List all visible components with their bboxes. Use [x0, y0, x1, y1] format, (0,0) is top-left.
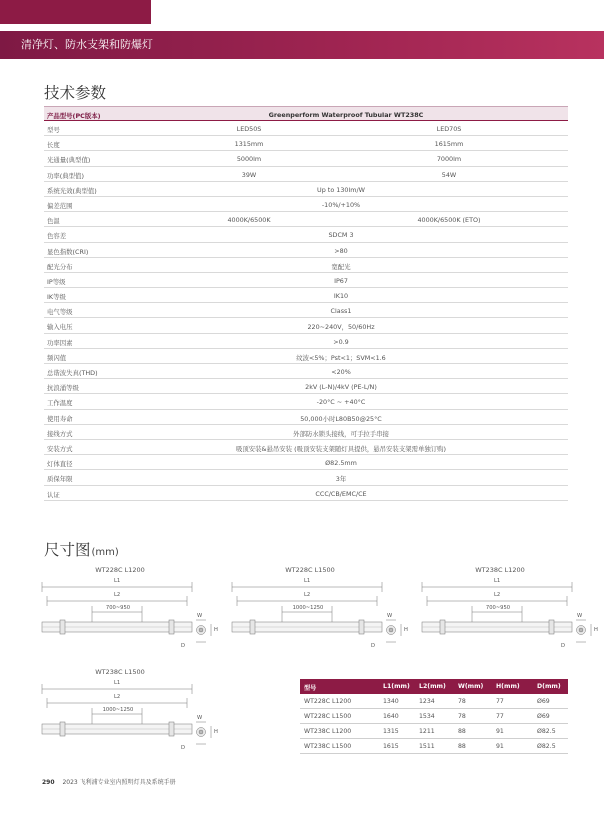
l1-label: L1	[114, 680, 121, 686]
spec-value: 3年	[335, 475, 347, 484]
spec-row	[44, 167, 568, 182]
spec-label: 使用寿命	[47, 414, 73, 423]
spec-value: 50,000小时L80B50@25°C	[300, 414, 382, 423]
drawing-title: WT238C L1200	[475, 566, 525, 574]
spec-label: 质保年限	[47, 475, 73, 484]
spec-label: 功率(典型值)	[47, 171, 84, 180]
dim-cell-w: 78	[458, 713, 466, 720]
dimensions-unit: (mm)	[91, 547, 119, 558]
spec-table	[44, 106, 568, 501]
dim-cell-h: 77	[496, 713, 504, 720]
l2-label: L2	[494, 592, 501, 598]
dim-cell-model: WT228C L1500	[304, 713, 352, 720]
spec-label: 偏差范围	[47, 201, 73, 210]
dim-cell-d: Ø82.5	[537, 728, 556, 735]
dim-cell-d: Ø69	[537, 713, 550, 720]
d-label: D	[371, 643, 375, 649]
dim-cell-w: 78	[458, 698, 466, 705]
l1-label: L1	[114, 578, 121, 584]
dim-cell-h: 91	[496, 743, 504, 750]
dim-header-l2: L2(mm)	[419, 683, 446, 690]
dimensions-row	[300, 694, 568, 709]
l1-label: L1	[494, 578, 501, 584]
dim-header-h: H(mm)	[496, 683, 520, 690]
spec-label: 总谐波失真(THD)	[47, 369, 98, 377]
spec-row	[44, 334, 568, 349]
spec-value: 纹波<5%；Pst<1；SVM<1.6	[296, 353, 386, 362]
l2-label: L2	[114, 592, 121, 598]
tech-specs-title: 技术参数	[44, 84, 107, 102]
spec-row	[44, 394, 568, 409]
spec-label: 长度	[47, 141, 60, 150]
dim-cell-h: 91	[496, 728, 504, 735]
spec-row	[44, 440, 568, 455]
range-label: 700~950	[485, 605, 511, 611]
spec-label: IP等级	[47, 277, 66, 286]
w-label: W	[577, 613, 583, 619]
h-label: H	[594, 627, 598, 633]
dim-cell-l2: 1511	[419, 743, 435, 750]
dimensions-row	[300, 709, 568, 724]
drawing-title: WT228C L1200	[95, 566, 145, 574]
spec-row	[44, 121, 568, 136]
spec-label: 配光分布	[47, 262, 73, 271]
dim-cell-l1: 1315	[383, 728, 399, 735]
spec-label: IK等级	[47, 293, 66, 302]
spec-row	[44, 425, 568, 440]
spec-row	[44, 364, 568, 379]
dim-cell-model: WT228C L1200	[304, 698, 352, 705]
spec-value-50s: 1315mm	[234, 140, 264, 149]
spec-value-50s: 39W	[241, 170, 257, 179]
spec-label: 型号	[47, 126, 60, 134]
spec-row	[44, 470, 568, 485]
h-label: H	[214, 627, 218, 633]
dim-cell-model: WT238C L1500	[304, 743, 352, 750]
top-accent-bar	[0, 0, 151, 24]
category-title: 清净灯、防水支架和防爆灯	[21, 38, 153, 51]
spec-value: <20%	[331, 368, 351, 376]
d-label: D	[561, 643, 565, 649]
spec-value-50s: LED50S	[236, 125, 262, 133]
spec-row	[44, 379, 568, 394]
spec-row	[44, 151, 568, 166]
dimension-drawing	[230, 566, 420, 661]
spec-label: 电气等级	[47, 308, 73, 317]
h-label: H	[404, 627, 408, 633]
dimensions-table-header	[300, 679, 568, 694]
dim-cell-l2: 1534	[419, 713, 435, 720]
spec-value: >80	[334, 246, 348, 255]
spec-row	[44, 182, 568, 197]
spec-label: 功率因素	[47, 338, 73, 347]
spec-value: Up to 130lm/W	[317, 185, 365, 194]
spec-row	[44, 243, 568, 258]
spec-row	[44, 288, 568, 303]
spec-label: 认证	[47, 490, 60, 499]
dim-cell-l1: 1640	[383, 713, 399, 720]
h-label: H	[214, 729, 218, 735]
d-label: D	[181, 745, 185, 751]
spec-value: 宽配光	[331, 262, 351, 271]
dimensions-title-text: 尺寸图	[44, 541, 91, 559]
spec-value: IP67	[334, 276, 348, 285]
dimensions-row	[300, 724, 568, 739]
spec-row	[44, 258, 568, 273]
spec-label: 显色指数(CRI)	[47, 247, 89, 256]
range-label: 1000~1250	[102, 707, 134, 713]
spec-value: -20°C ~ +40°C	[316, 398, 366, 407]
footer-text: 2023 飞利浦专业室内照明灯具及系统手册	[62, 779, 176, 786]
spec-row	[44, 349, 568, 364]
spec-value: SDCM 3	[328, 231, 354, 240]
dimensions-row	[300, 739, 568, 754]
spec-label: 色温	[47, 217, 60, 226]
spec-label: 工作温度	[47, 399, 73, 408]
spec-row	[44, 273, 568, 288]
dimension-drawing	[420, 566, 604, 661]
dim-cell-d: Ø82.5	[537, 743, 556, 750]
dim-cell-l2: 1211	[419, 728, 435, 735]
w-label: W	[387, 613, 393, 619]
dim-cell-w: 88	[458, 728, 466, 735]
w-label: W	[197, 613, 203, 619]
dimension-drawing	[40, 668, 230, 763]
spec-value: 吸顶安装&悬吊安装 (吸顶安装支架随灯具提供，悬吊安装支架需单独订购)	[235, 444, 447, 453]
spec-value-50s: 5000lm	[236, 155, 262, 164]
dim-header-w: W(mm)	[458, 683, 484, 690]
spec-row	[44, 303, 568, 318]
l2-label: L2	[304, 592, 311, 598]
dim-cell-l1: 1340	[383, 698, 399, 705]
spec-label: 输入电压	[47, 323, 73, 332]
spec-value: -10%/+10%	[321, 200, 361, 209]
spec-header-product: Greenperform Waterproof Tubular WT238C	[268, 111, 424, 119]
page-number: 290	[42, 779, 55, 786]
dimensions-title	[44, 538, 119, 560]
spec-row	[44, 227, 568, 242]
l2-label: L2	[114, 694, 121, 700]
spec-value-70s: 54W	[441, 170, 457, 179]
spec-value-70s: 1615mm	[434, 140, 464, 149]
spec-row	[44, 197, 568, 212]
dim-cell-l2: 1234	[419, 698, 435, 705]
dimensions-table	[300, 679, 568, 754]
spec-row	[44, 455, 568, 470]
drawing-title: WT238C L1500	[95, 668, 145, 676]
d-label: D	[181, 643, 185, 649]
dim-cell-h: 77	[496, 698, 504, 705]
spec-value: IK10	[333, 292, 349, 301]
spec-header-label: 产品型号(PC版本)	[47, 112, 101, 120]
spec-value-70s: 4000K/6500K (ETO)	[417, 216, 481, 225]
spec-value-50s: 4000K/6500K	[227, 216, 271, 225]
spec-value-70s: 7000lm	[436, 155, 462, 164]
spec-value: 2kV (L-N)/4kV (PE-L/N)	[305, 383, 377, 392]
spec-value-70s: LED70S	[436, 125, 462, 133]
spec-table-header	[44, 106, 568, 121]
drawing-title: WT228C L1500	[285, 566, 335, 574]
spec-value: Ø82.5mm	[325, 459, 357, 468]
dim-cell-w: 88	[458, 743, 466, 750]
spec-value: 外部防水锁头接线，可手拉手串接	[293, 429, 389, 438]
spec-label: 色容差	[47, 232, 67, 241]
page-footer	[42, 777, 176, 786]
dim-header-d: D(mm)	[537, 683, 561, 690]
spec-value: >0.9	[333, 337, 349, 346]
spec-label: 接线方式	[47, 429, 73, 438]
w-label: W	[197, 715, 203, 721]
spec-row	[44, 318, 568, 333]
spec-label: 频闪值	[47, 353, 67, 362]
dim-cell-l1: 1615	[383, 743, 399, 750]
spec-value: CCC/CB/EMC/CE	[315, 489, 367, 498]
dimension-drawing	[40, 566, 230, 661]
spec-label: 光通量(典型值)	[47, 156, 91, 165]
dim-cell-d: Ø69	[537, 698, 550, 705]
spec-value: 220~240V，50/60Hz	[307, 323, 375, 332]
spec-row	[44, 410, 568, 425]
spec-label: 安装方式	[47, 444, 73, 453]
spec-label: 抗浪涌等级	[47, 384, 79, 393]
range-label: 1000~1250	[292, 605, 324, 611]
spec-row	[44, 136, 568, 151]
spec-label: 系统光效(典型值)	[47, 186, 97, 195]
dim-cell-model: WT238C L1200	[304, 728, 352, 735]
l1-label: L1	[304, 578, 311, 584]
dim-header-l1: L1(mm)	[383, 683, 410, 690]
spec-row	[44, 486, 568, 501]
spec-row	[44, 212, 568, 227]
spec-value: Class1	[330, 307, 352, 316]
range-label: 700~950	[105, 605, 131, 611]
dim-header-model: 型号	[304, 685, 317, 692]
spec-label: 灯体直径	[47, 460, 73, 469]
